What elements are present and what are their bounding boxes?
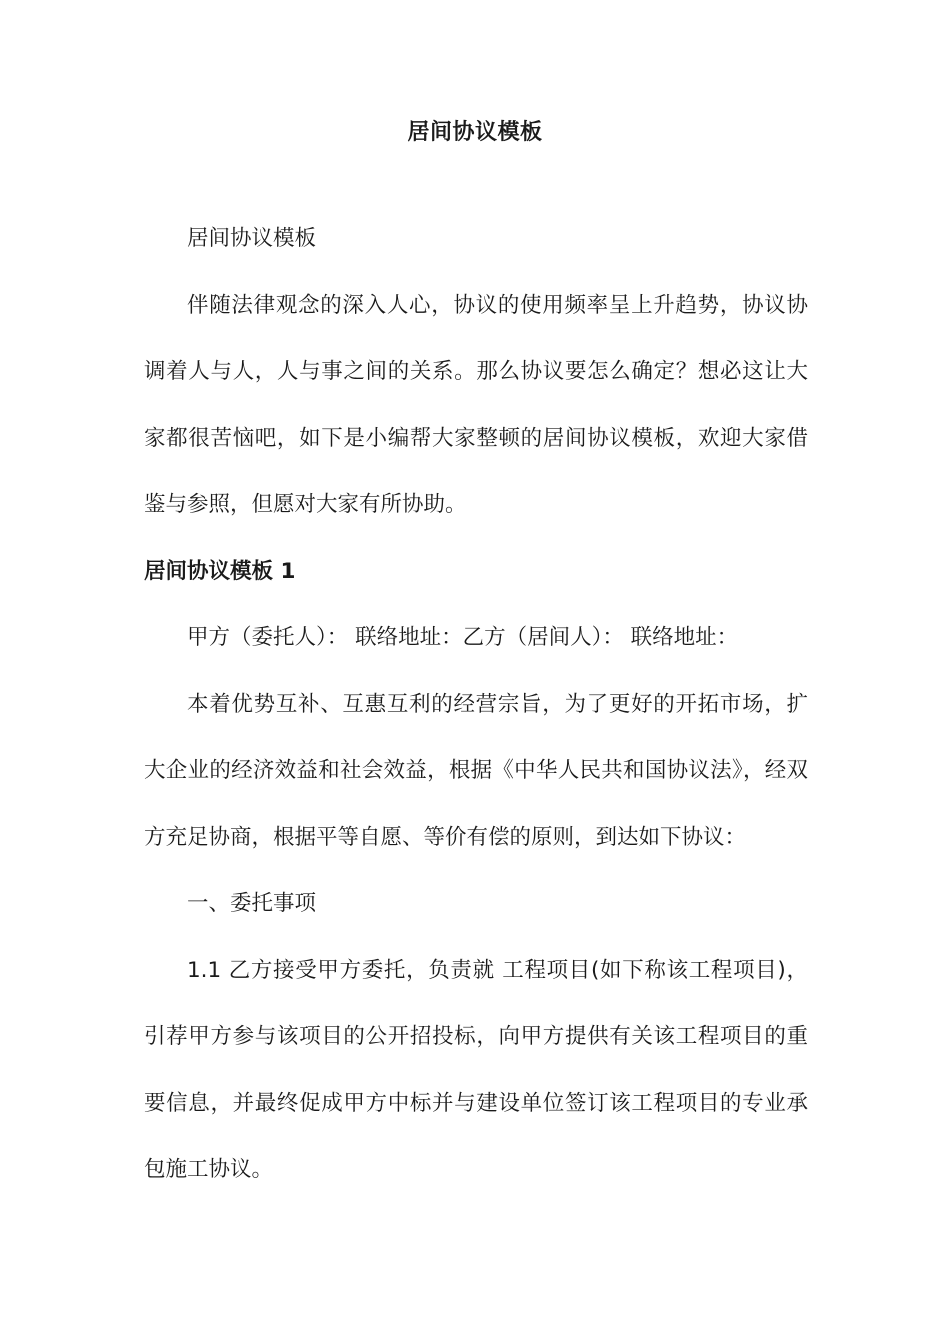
intro-paragraph: 伴随法律观念的深入人心，协议的使用频率呈上升趋势，协议协调着人与人，人与事之间的关系。那么协议要怎么确定？想必这让大家都很苦恼吧，如下是小编帮大家整顿的居间协议模板，欢迎大家借鉴与参照，但愿对大家有所协助。: [144, 292, 808, 517]
parties-paragraph: 甲方（委托人）： 联络地址：乙方（居间人）： 联络地址：: [187, 625, 739, 650]
clause-heading: 一、委托事项: [187, 891, 317, 916]
subtitle-paragraph: 居间协议模板: [187, 226, 317, 251]
section-heading: 居间协议模板 1: [144, 558, 296, 584]
clause-1-1-paragraph: 1.1 乙方接受甲方委托，负责就 工程项目(如下称该工程项目)，引荐甲方参与该项目的公开招投标，向甲方提供有关该工程项目的重要信息，并最终促成甲方中标并与建设单位签订该工程项目的专业承包施工协议。: [144, 957, 808, 1182]
preamble-paragraph: 本着优势互补、互惠互利的经营宗旨，为了更好的开拓市场，扩大企业的经济效益和社会效益，根据《中华人民共和国协议法》，经双方充足协商，根据平等自愿、等价有偿的原则，到达如下协议：: [144, 691, 808, 850]
document-body: [144, 206, 808, 1204]
document-title: 居间协议模板: [407, 120, 543, 145]
